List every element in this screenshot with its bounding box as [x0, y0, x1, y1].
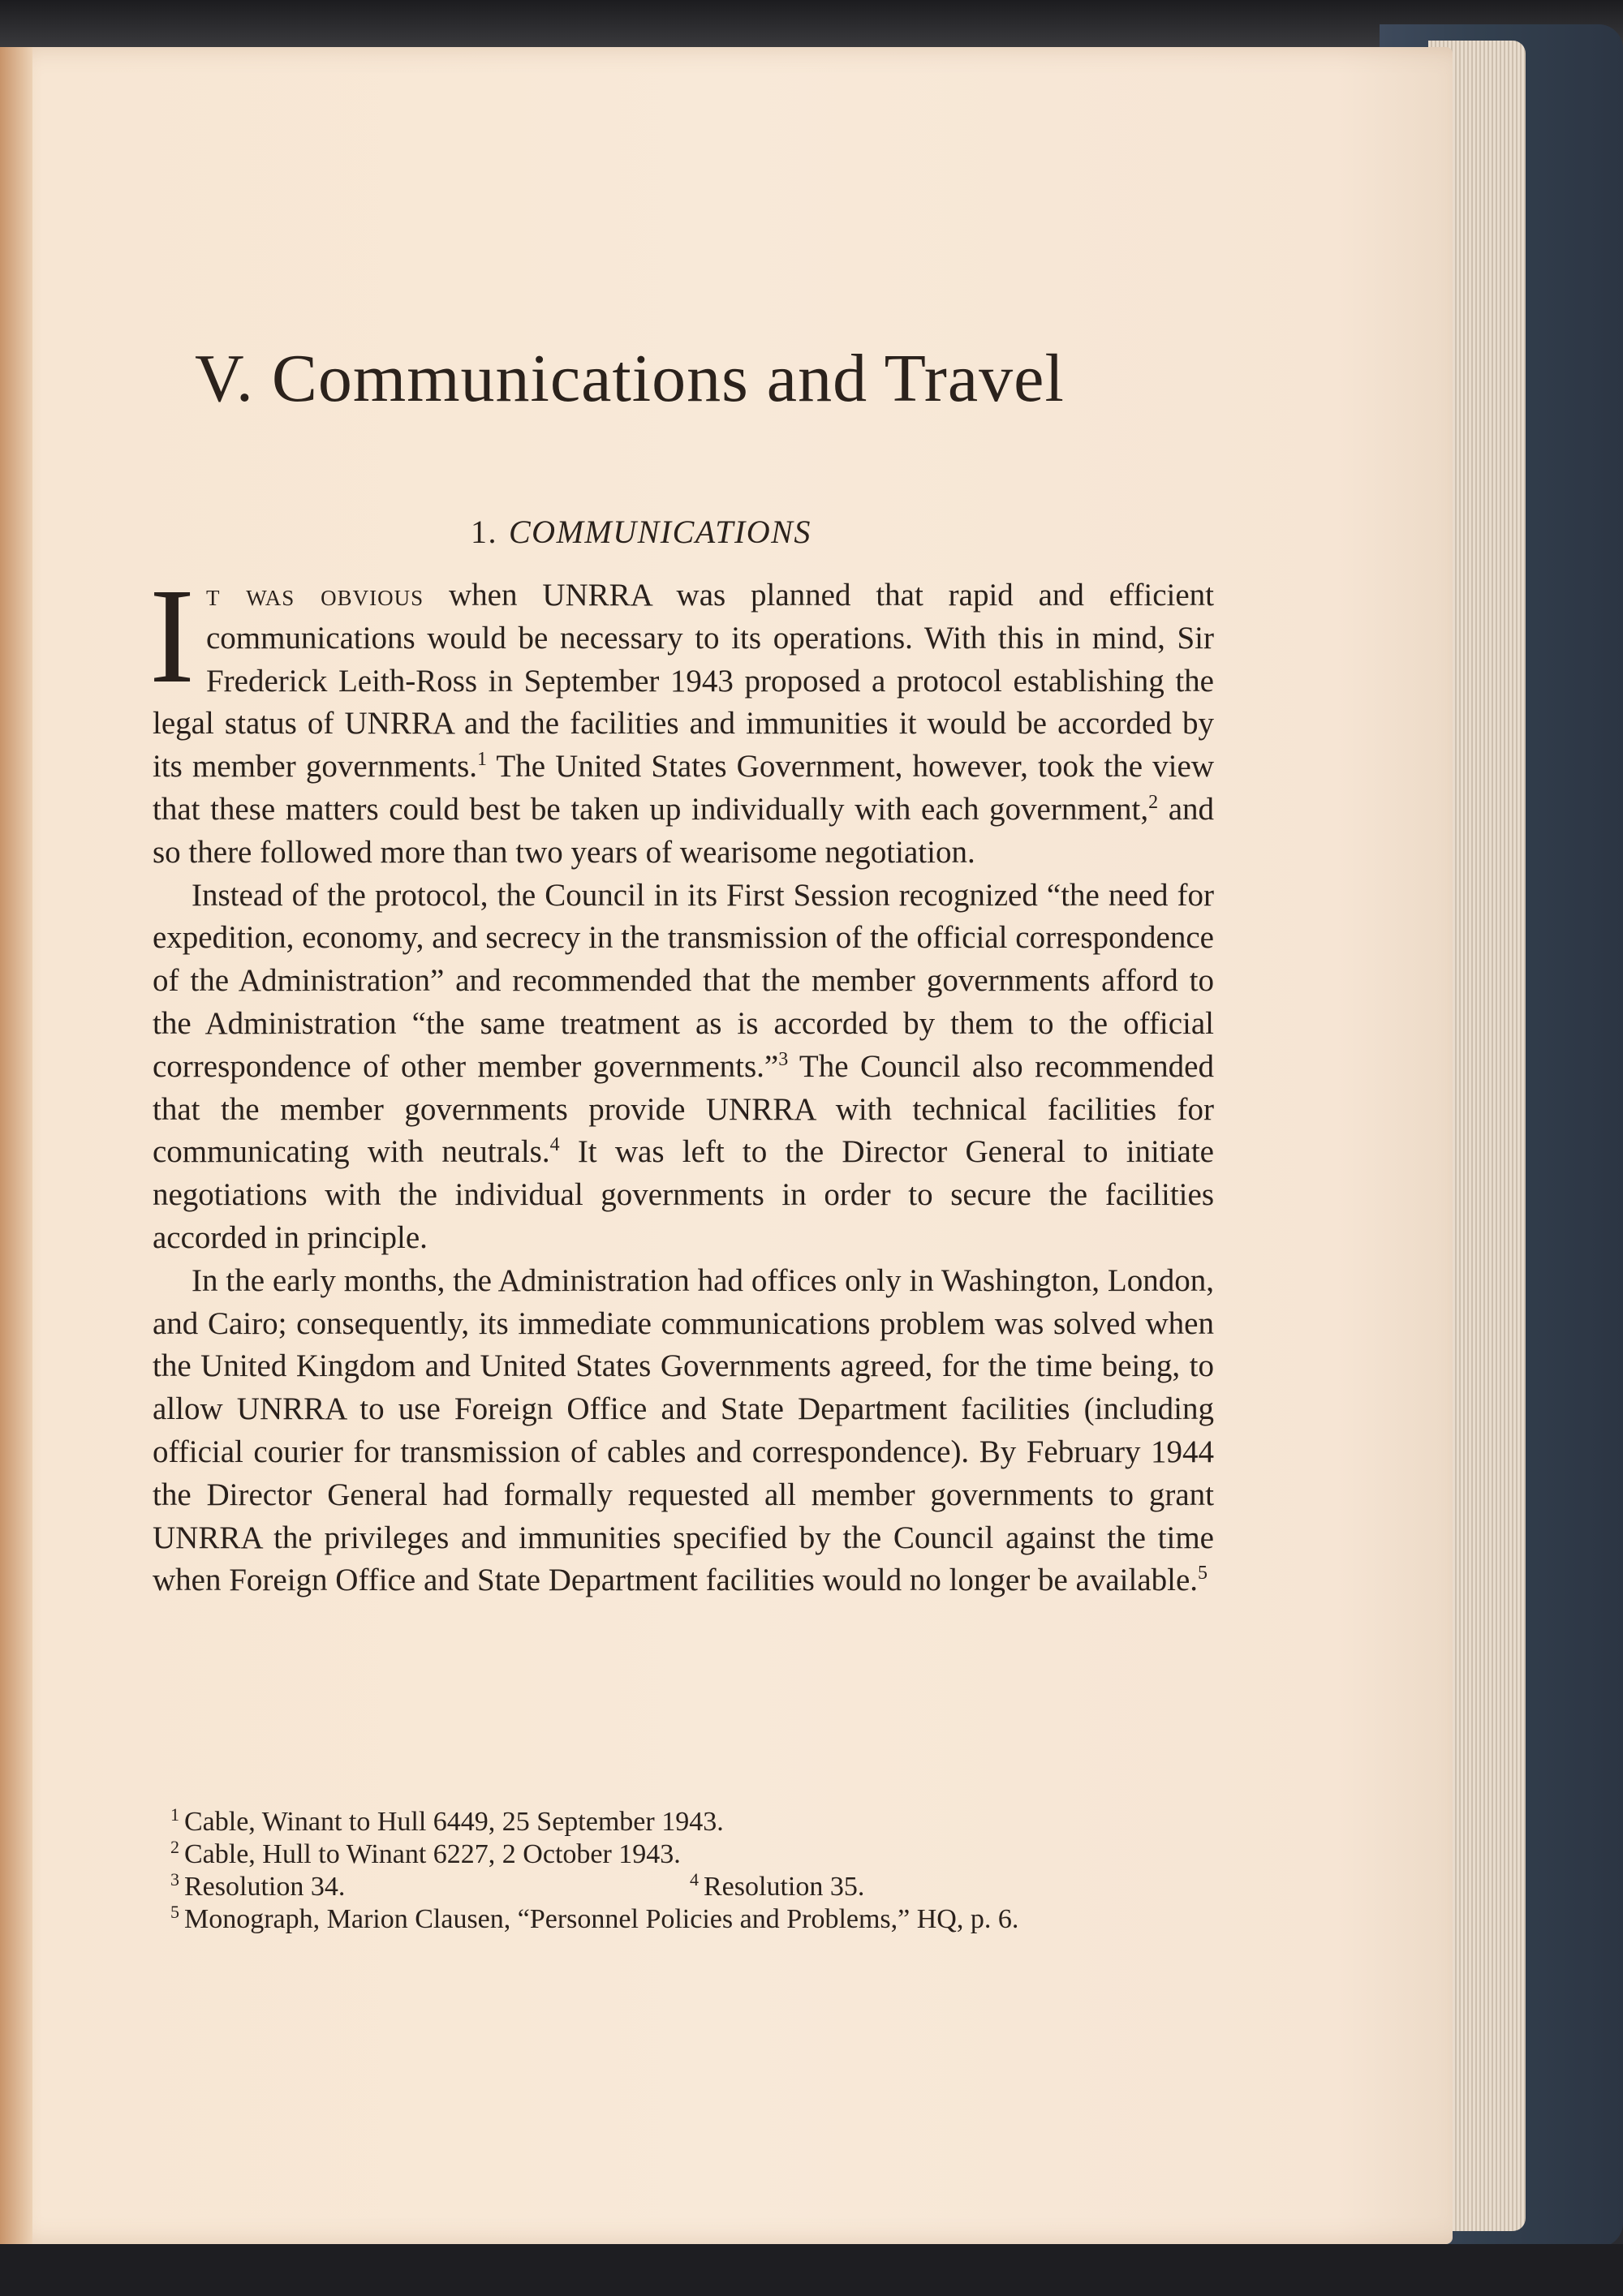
paragraph-text: The United States Government, however, took the view that these matters could best be taken up individually with each government, — [153, 749, 1214, 827]
footnote-text: Cable, Winant to Hull 6449, 25 September 1943. — [184, 1807, 724, 1837]
paragraph-1 — [149, 561, 1215, 875]
book-gutter — [0, 47, 32, 2244]
footnote-marker: 2 — [170, 1836, 179, 1857]
footnote-row — [170, 1868, 1225, 1903]
section-heading — [471, 513, 1039, 551]
footnote-marker: 3 — [170, 1868, 179, 1890]
paragraph-3 — [153, 1260, 1214, 1602]
footnote-ref[interactable]: 2 — [1148, 791, 1159, 813]
footnote-text: Cable, Hull to Winant 6227, 2 October 1943. — [184, 1839, 681, 1869]
footnote-text: Monograph, Marion Clausen, “Personnel Policies and Problems,” HQ, p. 6. — [184, 1904, 1019, 1934]
footnote-ref[interactable]: 4 — [549, 1134, 560, 1156]
paragraph-text: In the early months, the Administration had offices only in Washington, London, and Cairo; consequently, its immediate communications problem was solved when the United Kingdom and United States Governments agreed, for the time being, to allow UNRRA to use Foreign Office and State Department facilities (including official courier for transmission of cables and correspondence). By February 1944 the Director General had formally requested all member governments to grant UNRRA the privileges and immunities specified by the Council against the time when Foreign Office and State Department facilities would no longer be available. — [153, 1262, 1214, 1598]
footnote-ref[interactable]: 3 — [778, 1048, 789, 1070]
paragraph-text: It was left to the Director General to initiate negotiations with the individual governments in order to secure the facilities accorded in principle. — [153, 1134, 1214, 1255]
footnote-item — [170, 1868, 346, 1902]
paragraph-text: and so there followed more than two years of wearisome negotiation. — [153, 791, 1215, 870]
footnote-marker: 4 — [690, 1868, 699, 1890]
footnote-marker: 1 — [170, 1804, 179, 1825]
footnote-item — [170, 1806, 1225, 1838]
footnote-text: Resolution 34. — [184, 1872, 346, 1902]
paragraph-text: when UNRRA was planned that rapid and efficient communications would be necessary to its operations. With this in mind, Sir Frederick Leith-Ross in September 1943 proposed a protocol establishing the legal status of UNRRA and the facilities and immunities it would be accorded by its member governments. — [153, 578, 1214, 785]
footnotes — [170, 1806, 1225, 1936]
footnote-ref[interactable]: 5 — [1198, 1563, 1208, 1584]
footnote-ref[interactable]: 1 — [477, 749, 488, 771]
paragraph-text: The Council also recommended that the member governments provide UNRRA with technical facilities for communicating with neutrals. — [153, 1048, 1214, 1170]
paragraph-text: Instead of the protocol, the Council in its First Session recognized “the need for expedition, economy, and secrecy in the transmission of the official correspondence of the Administration” and recommended that the member governments afford to the Administration “the same treatment as is accorded by them to the official correspondence of other member governments.” — [153, 877, 1214, 1084]
lead-in: t was obvious — [205, 578, 424, 613]
drop-cap: I — [149, 561, 195, 712]
footnote-marker: 5 — [170, 1901, 179, 1922]
paragraph-2 — [153, 875, 1214, 1260]
scan-bottom-edge — [0, 2244, 1623, 2296]
footnote-text: Resolution 35. — [704, 1872, 865, 1902]
chapter-title: V. Communications and Travel — [195, 341, 1065, 416]
body-text — [149, 561, 1215, 1602]
footnote-item — [170, 1903, 1225, 1936]
section-number: 1. — [471, 514, 497, 550]
section-title: COMMUNICATIONS — [509, 514, 812, 550]
footnote-item — [170, 1838, 1225, 1871]
footnote-item — [690, 1868, 865, 1903]
